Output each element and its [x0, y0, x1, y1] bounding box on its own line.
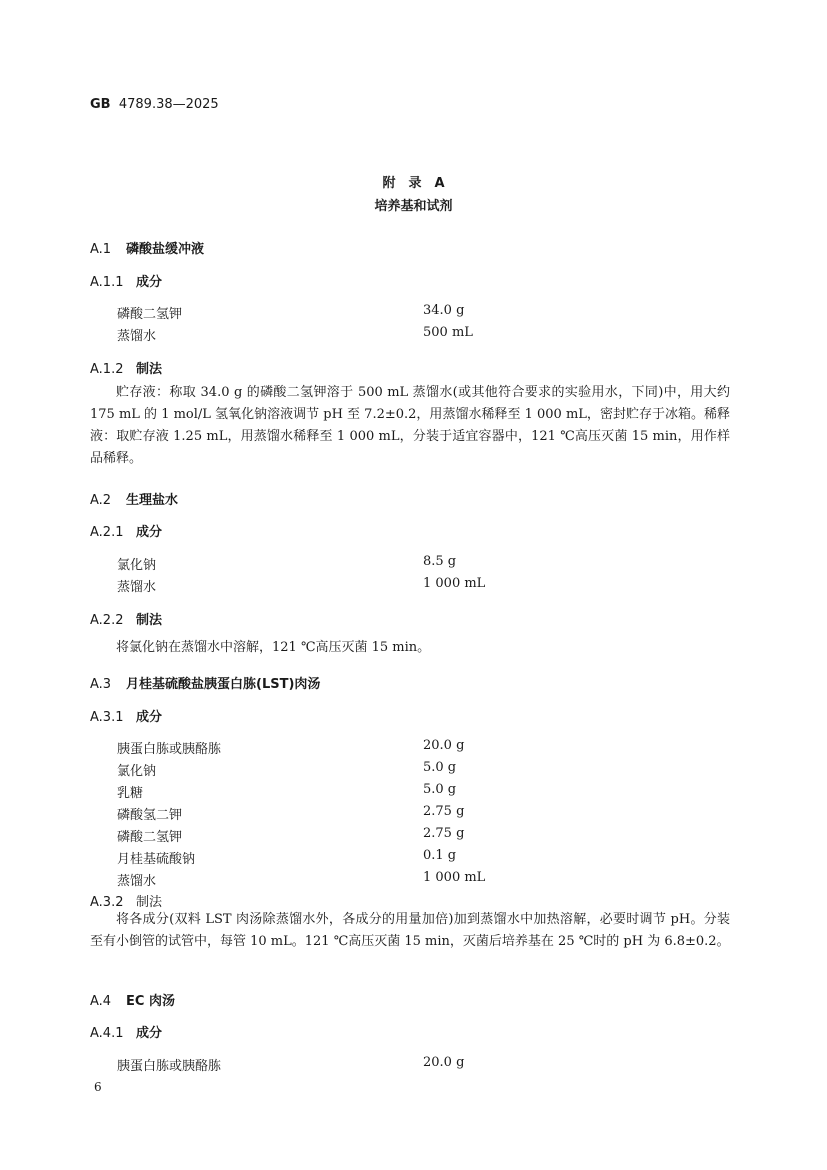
item-name: 蒸馏水	[117, 329, 157, 344]
paragraph-a22: 将氯化钠在蒸馏水中溶解，121 ℃高压灭菌 15 min。	[116, 640, 431, 655]
item-value: 5.0 g	[423, 760, 457, 775]
heading-a21: A.2.1 成分	[90, 525, 163, 540]
item-value: 5.0 g	[423, 782, 457, 797]
item-value: 500 mL	[423, 325, 473, 340]
item-value: 8.5 g	[423, 554, 457, 569]
item-name: 磷酸二氢钾	[117, 307, 183, 322]
item-value: 34.0 g	[423, 303, 465, 318]
item-name: 蒸馏水	[117, 874, 157, 889]
heading-a2: A.2 生理盐水	[90, 493, 179, 508]
item-value: 1 000 mL	[423, 870, 486, 885]
standard-header	[90, 97, 219, 112]
item-name: 蒸馏水	[117, 580, 157, 595]
heading-a32: A.3.2 制法	[90, 895, 163, 910]
heading-a1: A.1 磷酸盐缓冲液	[90, 242, 205, 257]
item-name: 氯化钠	[117, 558, 157, 573]
item-value: 0.1 g	[423, 848, 457, 863]
page-number: 6	[94, 1080, 102, 1094]
item-value: 2.75 g	[423, 804, 465, 819]
header-number: 4789.38—2025	[118, 97, 219, 112]
item-name: 乳糖	[117, 786, 144, 801]
item-value: 1 000 mL	[423, 576, 486, 591]
header-prefix: GB	[90, 97, 111, 112]
heading-a3: A.3 月桂基硫酸盐胰蛋白胨(LST)肉汤	[90, 677, 321, 692]
item-name: 磷酸氢二钾	[117, 808, 183, 823]
item-name: 氯化钠	[117, 764, 157, 779]
heading-a22: A.2.2 制法	[90, 613, 163, 628]
item-value: 20.0 g	[423, 738, 465, 753]
heading-a11: A.1.1 成分	[90, 275, 163, 290]
paragraph-a12: 贮存液：称取 34.0 g 的磷酸二氢钾溶于 500 mL 蒸馏水(或其他符合要求的实验用水，下同)中，用大约 175 mL 的 1 mol/L 氢氧化钠溶液调节 pH 至 7.2±0.2，用蒸馏水稀释至 1 000 mL，密封贮存于冰箱。稀释液：取贮存液 1.25 mL，用蒸馏水稀释至 1 000 mL，分装于适宜容器中，121 ℃高压灭菌 15 min，用作样品稀释。	[90, 385, 730, 466]
item-name: 胰蛋白胨或胰酪胨	[117, 742, 222, 757]
heading-a31: A.3.1 成分	[90, 710, 163, 725]
item-name: 月桂基硫酸钠	[117, 852, 196, 867]
heading-a12: A.1.2 制法	[90, 362, 163, 377]
item-name: 胰蛋白胨或胰酪胨	[117, 1059, 222, 1074]
paragraph-a32: 将各成分(双料 LST 肉汤除蒸馏水外，各成分的用量加倍)加到蒸馏水中加热溶解，必要时调节 pH。分装至有小倒管的试管中，每管 10 mL。121 ℃高压灭菌 15 min，灭菌后培养基在 25 ℃时的 pH 为 6.8±0.2。	[90, 912, 730, 949]
item-value: 2.75 g	[423, 826, 465, 841]
item-value: 20.0 g	[423, 1055, 465, 1070]
heading-a41: A.4.1 成分	[90, 1026, 163, 1041]
item-name: 磷酸二氢钾	[117, 830, 183, 845]
appendix-subtitle: 培养基和试剂	[374, 199, 453, 214]
heading-a4: A.4 EC 肉汤	[90, 994, 175, 1009]
appendix-title: 附 录 A	[382, 176, 445, 191]
